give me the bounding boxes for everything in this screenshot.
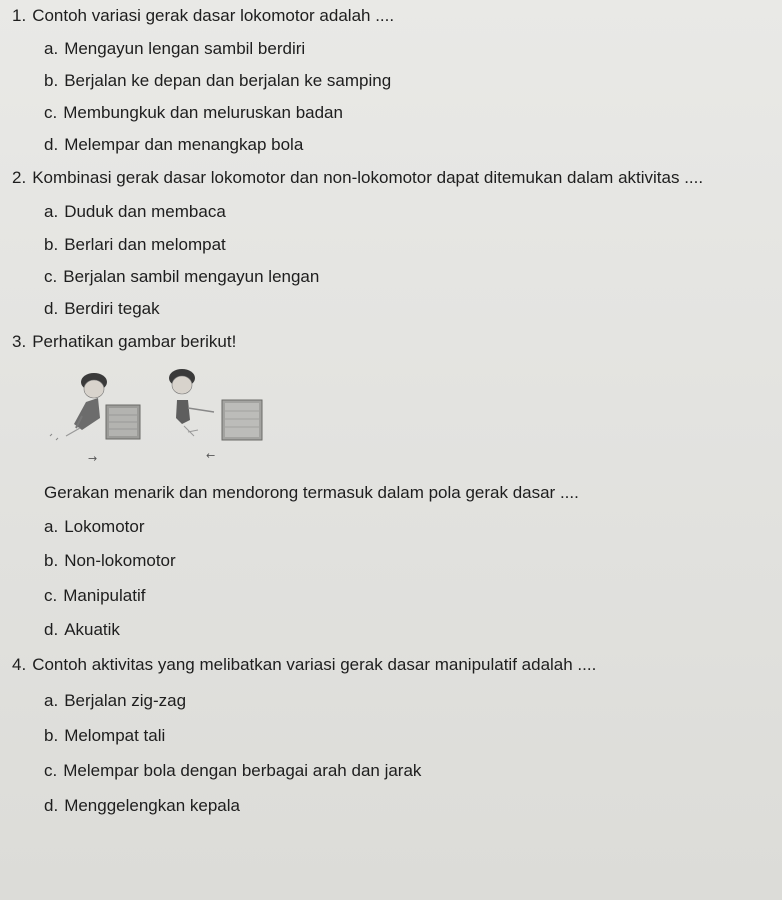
child-pulling-figure [50, 373, 107, 440]
arrow-right-icon: → [88, 452, 98, 465]
question-text: Contoh aktivitas yang melibatkan variasi gerak dasar manipulatif adalah .... [32, 655, 597, 674]
option-1a[interactable] [44, 39, 305, 59]
option-4d[interactable] [44, 796, 240, 816]
option-letter: c. [44, 267, 58, 286]
question-4 [12, 655, 596, 675]
option-2b[interactable] [44, 235, 226, 255]
option-text: Melempar dan menangkap bola [64, 135, 304, 154]
option-text: Non-lokomotor [64, 551, 176, 570]
option-text: Akuatik [64, 620, 120, 639]
option-1c[interactable] [44, 103, 343, 123]
option-3b[interactable] [44, 551, 176, 571]
option-letter: d. [44, 620, 59, 639]
option-2d[interactable] [44, 299, 160, 319]
option-letter: d. [44, 299, 59, 318]
child-pushing-figure [169, 369, 214, 436]
option-text: Berlari dan melompat [64, 235, 226, 254]
option-text: Manipulatif [63, 586, 146, 605]
option-text: Berdiri tegak [64, 299, 160, 318]
question-text: Contoh variasi gerak dasar lokomotor adalah .... [32, 6, 395, 25]
option-letter: d. [44, 796, 59, 815]
box-right [222, 400, 262, 440]
question-subtext: Gerakan menarik dan mendorong termasuk dalam pola gerak dasar .... [44, 483, 579, 502]
option-letter: b. [44, 235, 59, 254]
option-text: Berjalan zig-zag [64, 691, 187, 710]
option-1d[interactable] [44, 135, 303, 155]
option-letter: b. [44, 726, 59, 745]
option-text: Berjalan ke depan dan berjalan ke samping [64, 71, 392, 90]
option-letter: a. [44, 39, 59, 58]
option-3d[interactable] [44, 620, 120, 640]
option-text: Mengayun lengan sambil berdiri [64, 39, 306, 58]
option-letter: c. [44, 761, 58, 780]
option-3a[interactable] [44, 517, 145, 537]
question-text: Perhatikan gambar berikut! [32, 332, 237, 351]
option-text: Lokomotor [64, 517, 145, 536]
option-letter: a. [44, 202, 59, 221]
question-number: 1. [12, 6, 27, 25]
question-1 [12, 6, 394, 26]
push-pull-illustration [36, 362, 286, 472]
question-number: 3. [12, 332, 27, 351]
option-letter: a. [44, 691, 59, 710]
option-4b[interactable] [44, 726, 165, 746]
option-text: Melempar bola dengan berbagai arah dan jarak [63, 761, 422, 780]
option-3c[interactable] [44, 586, 145, 606]
question-text: Kombinasi gerak dasar lokomotor dan non-lokomotor dapat ditemukan dalam aktivitas .... [32, 168, 704, 187]
arrow-left-icon: ← [206, 449, 216, 462]
option-text: Duduk dan membaca [64, 202, 226, 221]
option-2a[interactable] [44, 202, 226, 222]
option-letter: c. [44, 586, 58, 605]
push-pull-illustration-svg [36, 362, 286, 472]
question-number: 2. [12, 168, 27, 187]
question-3 [12, 332, 236, 352]
option-letter: b. [44, 551, 59, 570]
option-text: Berjalan sambil mengayun lengan [63, 267, 320, 286]
option-text: Menggelengkan kepala [64, 796, 240, 815]
option-4c[interactable] [44, 761, 421, 781]
question-3-subtext [44, 483, 579, 503]
box-left [106, 405, 140, 439]
option-1b[interactable] [44, 71, 391, 91]
option-text: Membungkuk dan meluruskan badan [63, 103, 343, 122]
option-letter: a. [44, 517, 59, 536]
question-number: 4. [12, 655, 27, 674]
option-2c[interactable] [44, 267, 319, 287]
option-letter: b. [44, 71, 59, 90]
question-2 [12, 168, 703, 188]
option-letter: d. [44, 135, 59, 154]
option-letter: c. [44, 103, 58, 122]
option-4a[interactable] [44, 691, 186, 711]
option-text: Melompat tali [64, 726, 166, 745]
